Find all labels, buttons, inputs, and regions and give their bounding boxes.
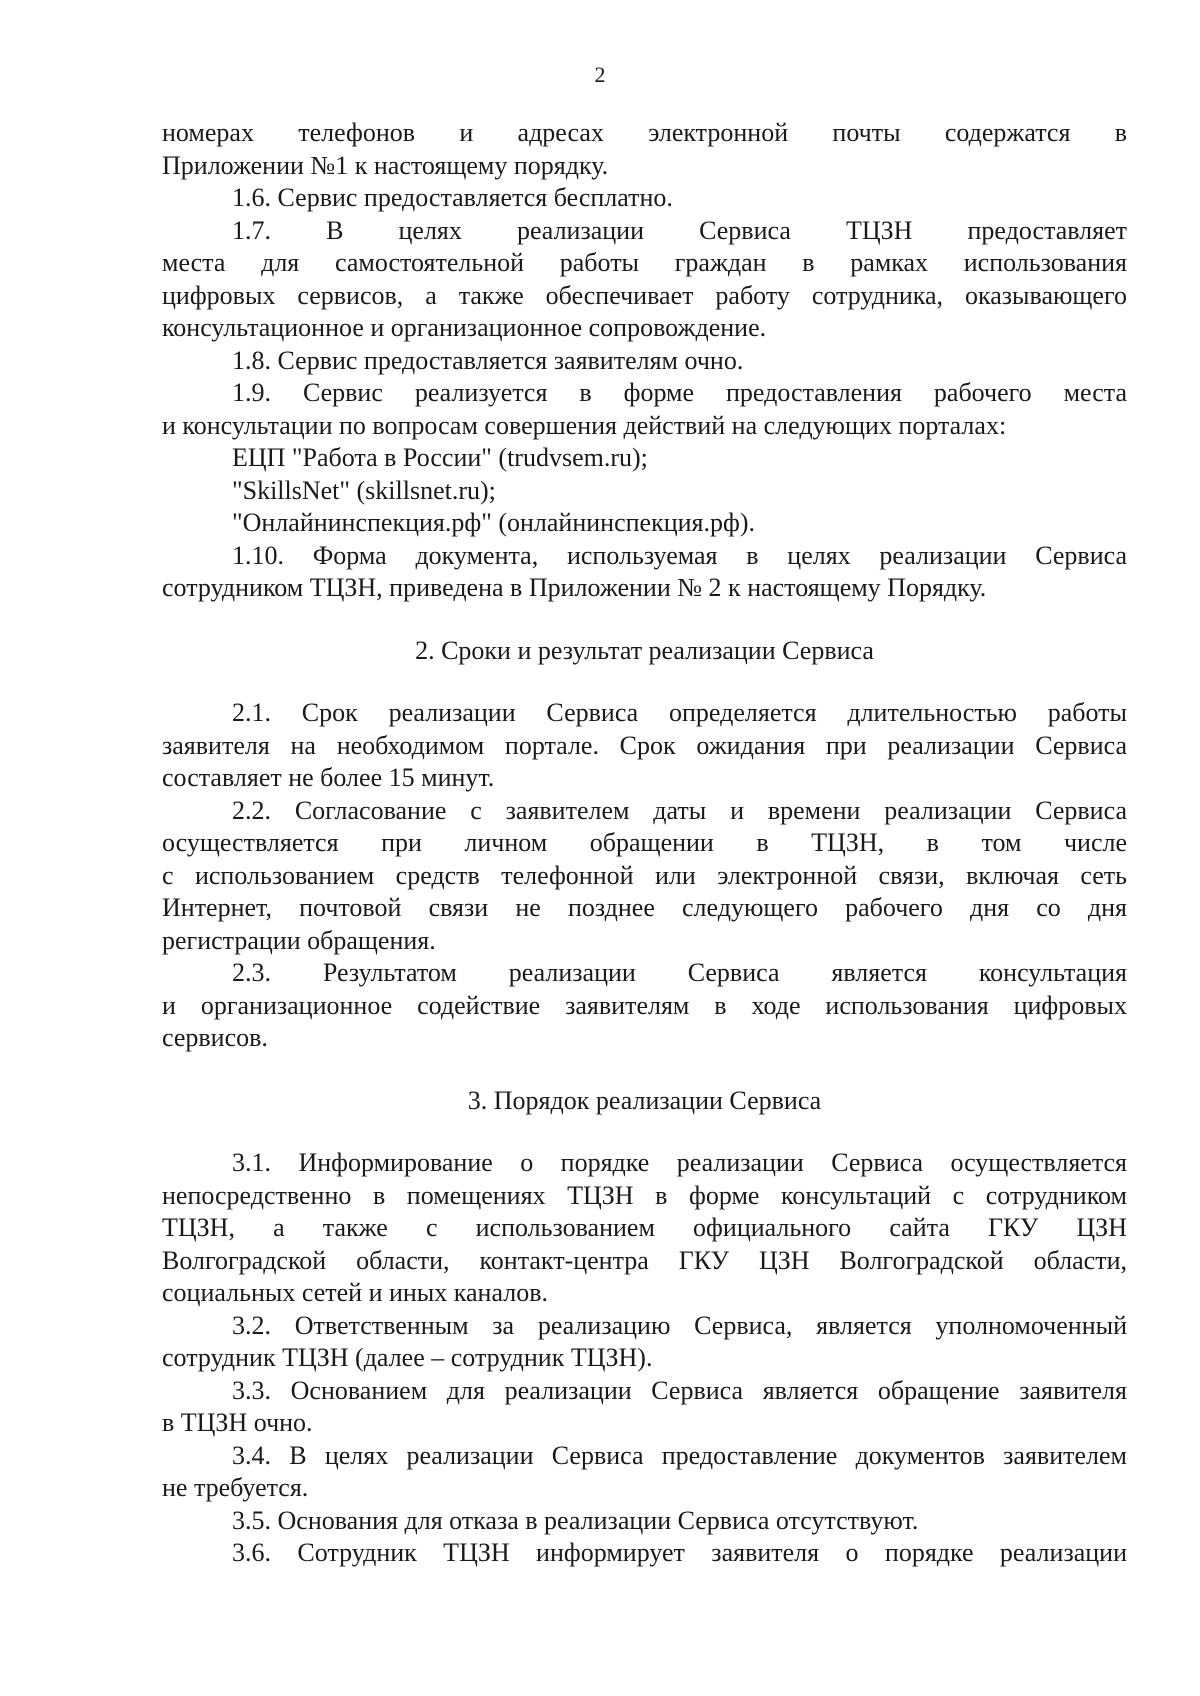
text-line: 3.1. Информирование о порядке реализации Сервиса осуществляется [232, 1148, 1127, 1177]
text-line: 3.4. В целях реализации Сервиса предоставление документов заявителем [232, 1440, 1127, 1470]
text-line: Интернет, почтовой связи не позднее следующего рабочего дня со дня [162, 893, 1127, 922]
text-line: 2.2. Согласование с заявителем даты и времени реализации Сервиса [232, 795, 1127, 825]
text-line: 1.7. В целях реализации Сервиса ТЦЗН предоставляет [232, 215, 1127, 245]
text-line: консультационное и организационное сопровождение. [162, 313, 767, 342]
text-line: составляет не более 15 минут. [162, 763, 495, 792]
text-line: социальных сетей и иных каналов. [162, 1278, 548, 1307]
text-line: ЕЦП "Работа в России" (trudvsem.ru); [232, 443, 648, 472]
text-line: 1.10. Форма документа, используемая в целях реализации Сервиса [232, 540, 1127, 570]
text-line: 3.6. Сотрудник ТЦЗН информирует заявителя о порядке реализации [232, 1538, 1127, 1567]
text-line: 1.8. Сервис предоставляется заявителям очно. [232, 345, 744, 375]
text-line: сервисов. [162, 1023, 268, 1052]
text-line: "SkillsNet" (skillsnet.ru); [232, 475, 496, 505]
text-line: 1.6. Сервис предоставляется бесплатно. [232, 183, 673, 212]
text-line: места для самостоятельной работы граждан в рамках использования [162, 248, 1127, 277]
text-line: сотрудником ТЦЗН, приведена в Приложении № 2 к настоящему Порядку. [162, 573, 987, 602]
text-line: непосредственно в помещениях ТЦЗН в форме консультаций с сотрудником [162, 1180, 1127, 1210]
section-heading: 3. Порядок реализации Сервиса [467, 1085, 822, 1115]
text-line: ТЦЗН, а также с использованием официального сайта ГКУ ЦЗН [162, 1213, 1127, 1242]
document-body [162, 117, 1127, 1570]
text-line: сотрудник ТЦЗН (далее – сотрудник ТЦЗН). [162, 1343, 653, 1372]
text-line: 3.2. Ответственным за реализацию Сервиса, является уполномоченный [232, 1310, 1127, 1340]
text-line: 2.1. Срок реализации Сервиса определяется длительностью работы [232, 698, 1127, 727]
text-line: и консультации по вопросам совершения действий на следующих порталах: [162, 410, 1007, 440]
page-number: 2 [594, 62, 606, 87]
text-line: "Онлайнинспекция.рф" (онлайнинспекция.рф). [232, 508, 756, 537]
text-line: в ТЦЗН очно. [162, 1408, 313, 1437]
text-line: и организационное содействие заявителям в ходе использования цифровых [162, 990, 1127, 1020]
text-line: 1.9. Сервис реализуется в форме предоставления рабочего места [232, 378, 1127, 407]
text-line: Приложении №1 к настоящему порядку. [162, 150, 609, 180]
text-line: не требуется. [162, 1473, 309, 1502]
text-line: заявителя на необходимом портале. Срок ожидания при реализации Сервиса [162, 730, 1127, 760]
text-line: с использованием средств телефонной или электронной связи, включая сеть [162, 860, 1127, 890]
text-line: 2.3. Результатом реализации Сервиса является консультация [232, 958, 1127, 987]
text-line: регистрации обращения. [162, 925, 436, 955]
text-line: номерах телефонов и адресах электронной почты содержатся в [162, 118, 1127, 147]
section-heading: 2. Сроки и результат реализации Сервиса [415, 635, 874, 665]
text-line: 3.3. Основанием для реализации Сервиса является обращение заявителя [232, 1375, 1127, 1405]
text-line: 3.5. Основания для отказа в реализации Сервиса отсутствуют. [232, 1505, 919, 1535]
text-line: осуществляется при личном обращении в ТЦЗН, в том числе [162, 828, 1127, 857]
text-line: цифровых сервисов, а также обеспечивает работу сотрудника, оказывающего [162, 280, 1127, 310]
text-line: Волгоградской области, контакт-центра ГКУ ЦЗН Волгоградской области, [162, 1245, 1127, 1275]
